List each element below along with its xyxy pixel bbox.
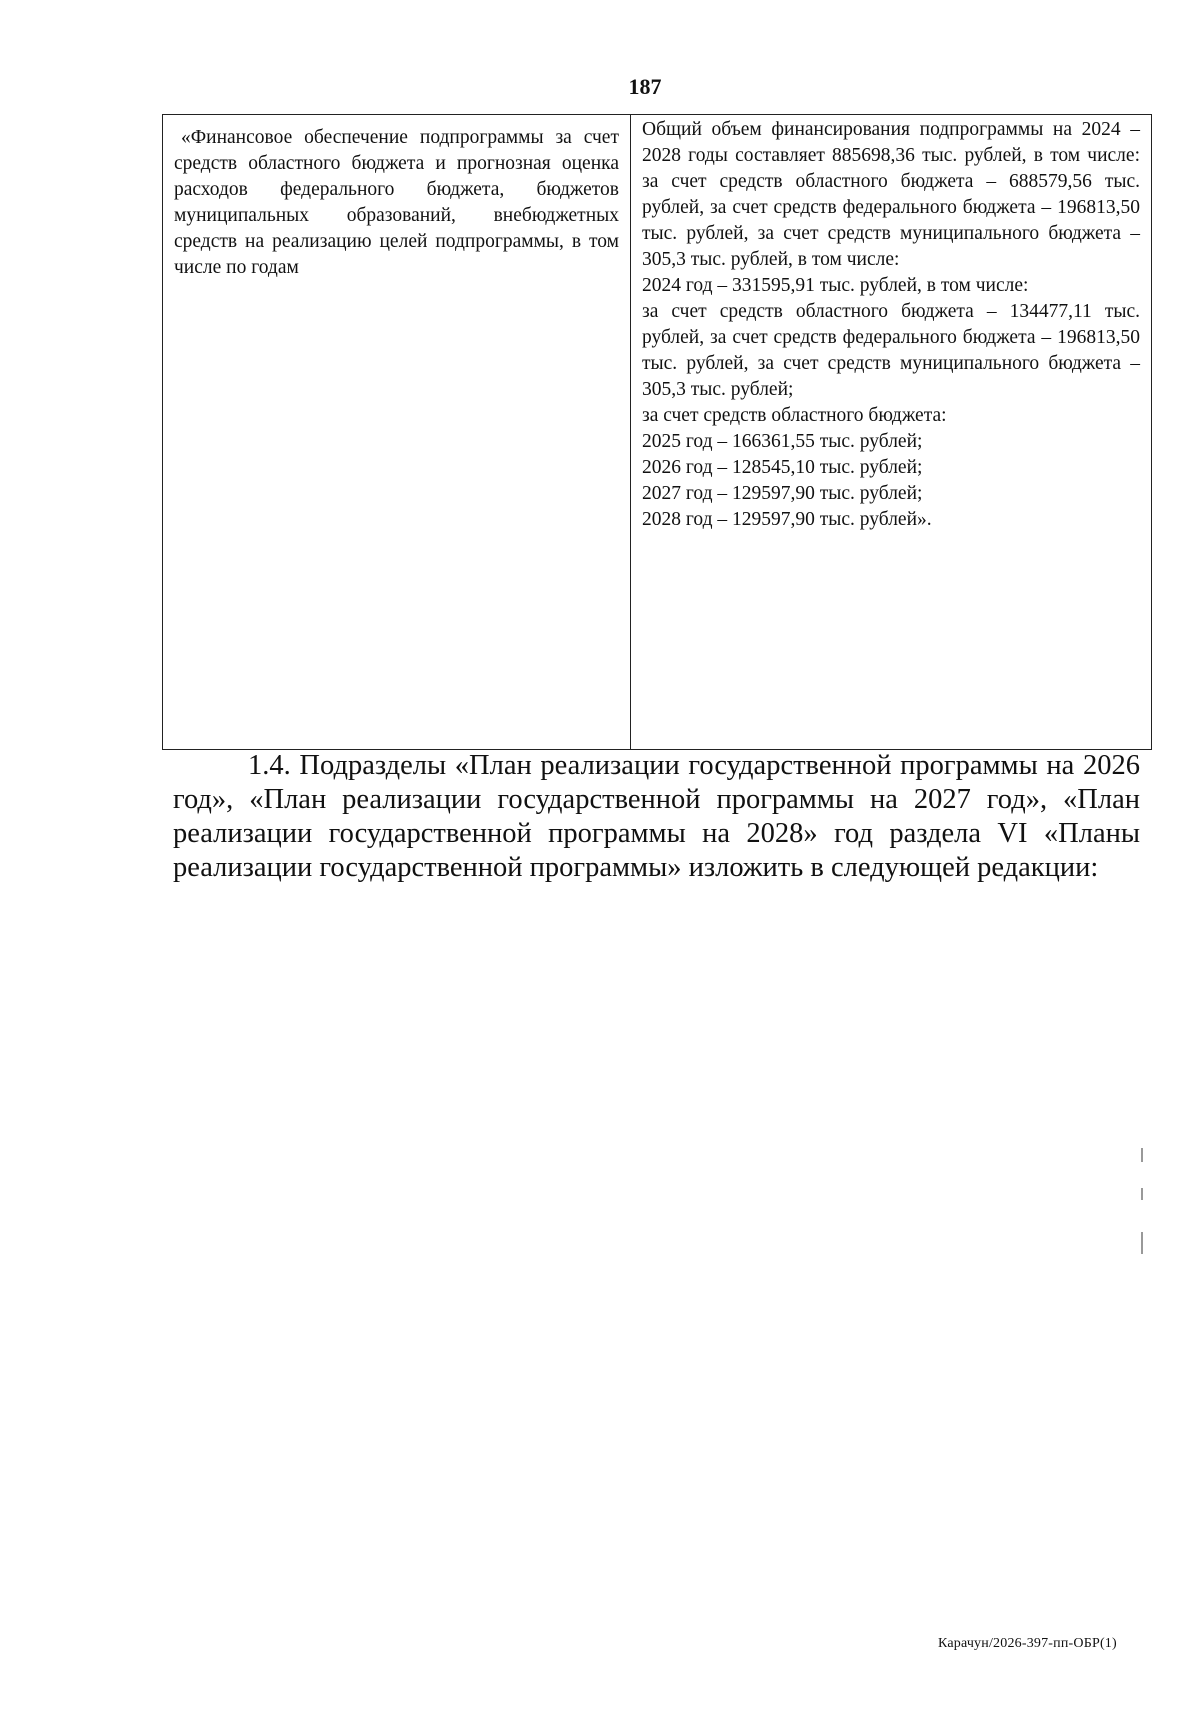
- scan-artifact-mark: [1141, 1188, 1143, 1200]
- document-code: Карачун/2026-397-пп-ОБР(1): [938, 1636, 1117, 1651]
- financing-regional-heading: за счет средств областного бюджета:: [642, 405, 947, 426]
- scan-artifact-mark: [1141, 1232, 1143, 1254]
- financing-2027-line: 2027 год – 129597,90 тыс. рублей;: [642, 483, 923, 504]
- financing-2026-line: 2026 год – 128545,10 тыс. рублей;: [642, 457, 923, 478]
- financing-2025-line: 2025 год – 166361,55 тыс. рублей;: [642, 431, 923, 452]
- financing-2028-line: 2028 год – 129597,90 тыс. рублей».: [642, 509, 932, 530]
- financing-table: [162, 114, 1152, 750]
- financing-value-cell: [631, 115, 1152, 750]
- scan-artifact-mark: [1141, 1148, 1143, 1162]
- table-row: [163, 115, 1152, 750]
- financing-2024-breakdown: за счет средств областного бюджета – 134477,11 тыс. рублей, за счет средств федерального бюджета – 196813,50 тыс. рублей, за счет средств муниципального бюджета – 305,3 тыс. рублей;: [642, 301, 1140, 400]
- financing-label-text: «Финансовое обеспечение подпрограммы за счет средств областного бюджета и прогнозная оценка расходов федерального бюджета, бюджетов муниципальных образований, внебюджетных средств на реализацию целей подпрограммы, в том числе по годам: [174, 127, 619, 278]
- financing-total-text: Общий объем финансирования подпрограммы на 2024 – 2028 годы составляет 885698,36 тыс. рублей, в том числе: за счет средств областного бюджета – 688579,56 тыс. рублей, за счет средств федерального бюджета – 196813,50 тыс. рублей, за счет средств муниципального бюджета – 305,3 тыс. рублей, в том числе:: [642, 119, 1140, 270]
- body-paragraph: 1.4. Подразделы «План реализации государственной программы на 2026 год», «План реализации государственной программы на 2027 год», «План реализации государственной программы на 2028» год раздела VI «Планы реализации государственной программы» изложить в следующей редакции:: [173, 750, 1140, 883]
- page-number: 187: [628, 74, 662, 99]
- financing-2024-heading: 2024 год – 331595,91 тыс. рублей, в том числе:: [642, 275, 1029, 296]
- financing-label-cell: [163, 115, 631, 750]
